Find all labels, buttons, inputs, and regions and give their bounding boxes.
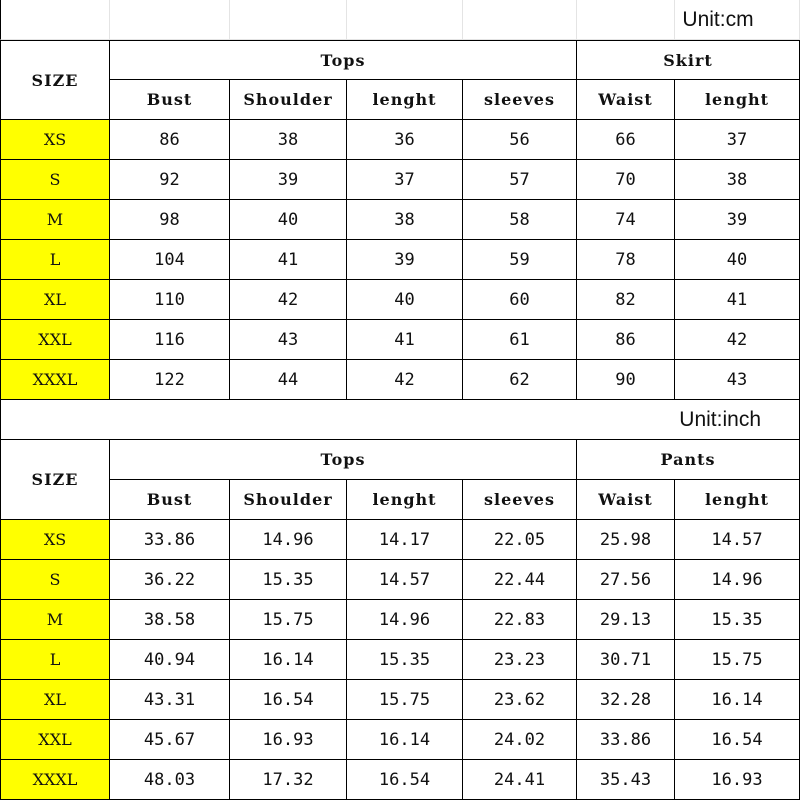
table-cell: 40.94 bbox=[110, 640, 230, 680]
column-header: lenght bbox=[675, 480, 800, 520]
table-cell: 22.44 bbox=[463, 560, 577, 600]
table-cell: 92 bbox=[110, 160, 230, 200]
table-cell: 30.71 bbox=[577, 640, 675, 680]
table-cell: 33.86 bbox=[110, 520, 230, 560]
table-cell: 59 bbox=[463, 240, 577, 280]
table-cell: 16.54 bbox=[230, 680, 347, 720]
column-header: lenght bbox=[675, 80, 800, 120]
table-cell: 14.96 bbox=[230, 520, 347, 560]
table-cell: 110 bbox=[110, 280, 230, 320]
unit-label: Unit:cm bbox=[675, 0, 800, 40]
group-header-bottoms: Pants bbox=[577, 440, 800, 480]
table-cell: 14.17 bbox=[347, 520, 463, 560]
table-cell: 39 bbox=[230, 160, 347, 200]
table-cell: 122 bbox=[110, 360, 230, 400]
size-label-cell: S bbox=[0, 160, 110, 200]
table-cell: 116 bbox=[110, 320, 230, 360]
size-label-cell: XXXL bbox=[0, 360, 110, 400]
unit-row-spacer bbox=[347, 0, 463, 40]
table-cell: 16.14 bbox=[230, 640, 347, 680]
column-header: Bust bbox=[110, 80, 230, 120]
table-cell: 70 bbox=[577, 160, 675, 200]
size-label-cell: XL bbox=[0, 680, 110, 720]
table-cell: 17.32 bbox=[230, 760, 347, 800]
column-header: Bust bbox=[110, 480, 230, 520]
size-label-cell: XS bbox=[0, 520, 110, 560]
table-cell: 43 bbox=[230, 320, 347, 360]
table-cell: 38 bbox=[230, 120, 347, 160]
table-cell: 38 bbox=[675, 160, 800, 200]
table-cell: 23.62 bbox=[463, 680, 577, 720]
table-cell: 41 bbox=[347, 320, 463, 360]
table-cell: 38 bbox=[347, 200, 463, 240]
table-cell: 40 bbox=[230, 200, 347, 240]
table-cell: 44 bbox=[230, 360, 347, 400]
table-cell: 39 bbox=[347, 240, 463, 280]
table-cell: 66 bbox=[577, 120, 675, 160]
table-cell: 74 bbox=[577, 200, 675, 240]
table-cell: 82 bbox=[577, 280, 675, 320]
table-cell: 42 bbox=[675, 320, 800, 360]
table-cell: 40 bbox=[675, 240, 800, 280]
table-cell: 86 bbox=[110, 120, 230, 160]
column-header: Waist bbox=[577, 80, 675, 120]
table-cell: 16.14 bbox=[347, 720, 463, 760]
table-cell: 98 bbox=[110, 200, 230, 240]
table-cell: 15.35 bbox=[675, 600, 800, 640]
table-cell: 27.56 bbox=[577, 560, 675, 600]
table-cell: 58 bbox=[463, 200, 577, 240]
column-header: sleeves bbox=[463, 480, 577, 520]
size-label-cell: M bbox=[0, 600, 110, 640]
table-cell: 16.93 bbox=[230, 720, 347, 760]
table-cell: 23.23 bbox=[463, 640, 577, 680]
table-cell: 14.96 bbox=[675, 560, 800, 600]
table-cell: 86 bbox=[577, 320, 675, 360]
table-cell: 36 bbox=[347, 120, 463, 160]
table-cell: 16.14 bbox=[675, 680, 800, 720]
unit-row-spacer bbox=[230, 0, 347, 40]
table-cell: 33.86 bbox=[577, 720, 675, 760]
table-cell: 15.35 bbox=[230, 560, 347, 600]
size-label-cell: L bbox=[0, 240, 110, 280]
table-cell: 22.83 bbox=[463, 600, 577, 640]
table-cell: 56 bbox=[463, 120, 577, 160]
table-cell: 62 bbox=[463, 360, 577, 400]
size-label-cell: XXXL bbox=[0, 760, 110, 800]
group-header-bottoms: Skirt bbox=[577, 40, 800, 80]
table-cell: 42 bbox=[230, 280, 347, 320]
table-cell: 35.43 bbox=[577, 760, 675, 800]
size-label-cell: XL bbox=[0, 280, 110, 320]
unit-row-spacer bbox=[110, 0, 230, 40]
table-cell: 60 bbox=[463, 280, 577, 320]
table-cell: 14.96 bbox=[347, 600, 463, 640]
size-label-cell: XXL bbox=[0, 320, 110, 360]
table-cell: 22.05 bbox=[463, 520, 577, 560]
table-cell: 37 bbox=[347, 160, 463, 200]
table-cell: 24.41 bbox=[463, 760, 577, 800]
table-cell: 41 bbox=[230, 240, 347, 280]
table-cell: 43 bbox=[675, 360, 800, 400]
table-cell: 15.75 bbox=[230, 600, 347, 640]
table-cell: 29.13 bbox=[577, 600, 675, 640]
table-cell: 32.28 bbox=[577, 680, 675, 720]
column-header: lenght bbox=[347, 80, 463, 120]
table-cell: 38.58 bbox=[110, 600, 230, 640]
table-cell: 25.98 bbox=[577, 520, 675, 560]
table-cell: 43.31 bbox=[110, 680, 230, 720]
column-header: Shoulder bbox=[230, 480, 347, 520]
table-cell: 40 bbox=[347, 280, 463, 320]
size-label-cell: S bbox=[0, 560, 110, 600]
table-cell: 24.02 bbox=[463, 720, 577, 760]
table-cell: 104 bbox=[110, 240, 230, 280]
table-cell: 15.75 bbox=[347, 680, 463, 720]
table-cell: 57 bbox=[463, 160, 577, 200]
table-cell: 15.35 bbox=[347, 640, 463, 680]
table-cell: 90 bbox=[577, 360, 675, 400]
group-header-tops: Tops bbox=[110, 440, 577, 480]
unit-row-spacer bbox=[577, 0, 675, 40]
table-cell: 16.54 bbox=[675, 720, 800, 760]
table-cell: 14.57 bbox=[347, 560, 463, 600]
group-header-tops: Tops bbox=[110, 40, 577, 80]
size-label-cell: XXL bbox=[0, 720, 110, 760]
size-label-cell: L bbox=[0, 640, 110, 680]
size-header: SIZE bbox=[0, 40, 110, 120]
size-label-cell: XS bbox=[0, 120, 110, 160]
unit-row-spacer bbox=[0, 0, 110, 40]
table-cell: 41 bbox=[675, 280, 800, 320]
table-cell: 16.54 bbox=[347, 760, 463, 800]
table-cell: 48.03 bbox=[110, 760, 230, 800]
table-cell: 36.22 bbox=[110, 560, 230, 600]
table-cell: 45.67 bbox=[110, 720, 230, 760]
size-label-cell: M bbox=[0, 200, 110, 240]
unit-label: Unit:inch bbox=[0, 400, 800, 440]
column-header: lenght bbox=[347, 480, 463, 520]
table-cell: 15.75 bbox=[675, 640, 800, 680]
size-header: SIZE bbox=[0, 440, 110, 520]
table-cell: 16.93 bbox=[675, 760, 800, 800]
table-cell: 37 bbox=[675, 120, 800, 160]
table-cell: 61 bbox=[463, 320, 577, 360]
table-cell: 14.57 bbox=[675, 520, 800, 560]
column-header: Waist bbox=[577, 480, 675, 520]
unit-row-spacer bbox=[463, 0, 577, 40]
column-header: sleeves bbox=[463, 80, 577, 120]
table-cell: 42 bbox=[347, 360, 463, 400]
table-cell: 39 bbox=[675, 200, 800, 240]
column-header: Shoulder bbox=[230, 80, 347, 120]
table-cell: 78 bbox=[577, 240, 675, 280]
